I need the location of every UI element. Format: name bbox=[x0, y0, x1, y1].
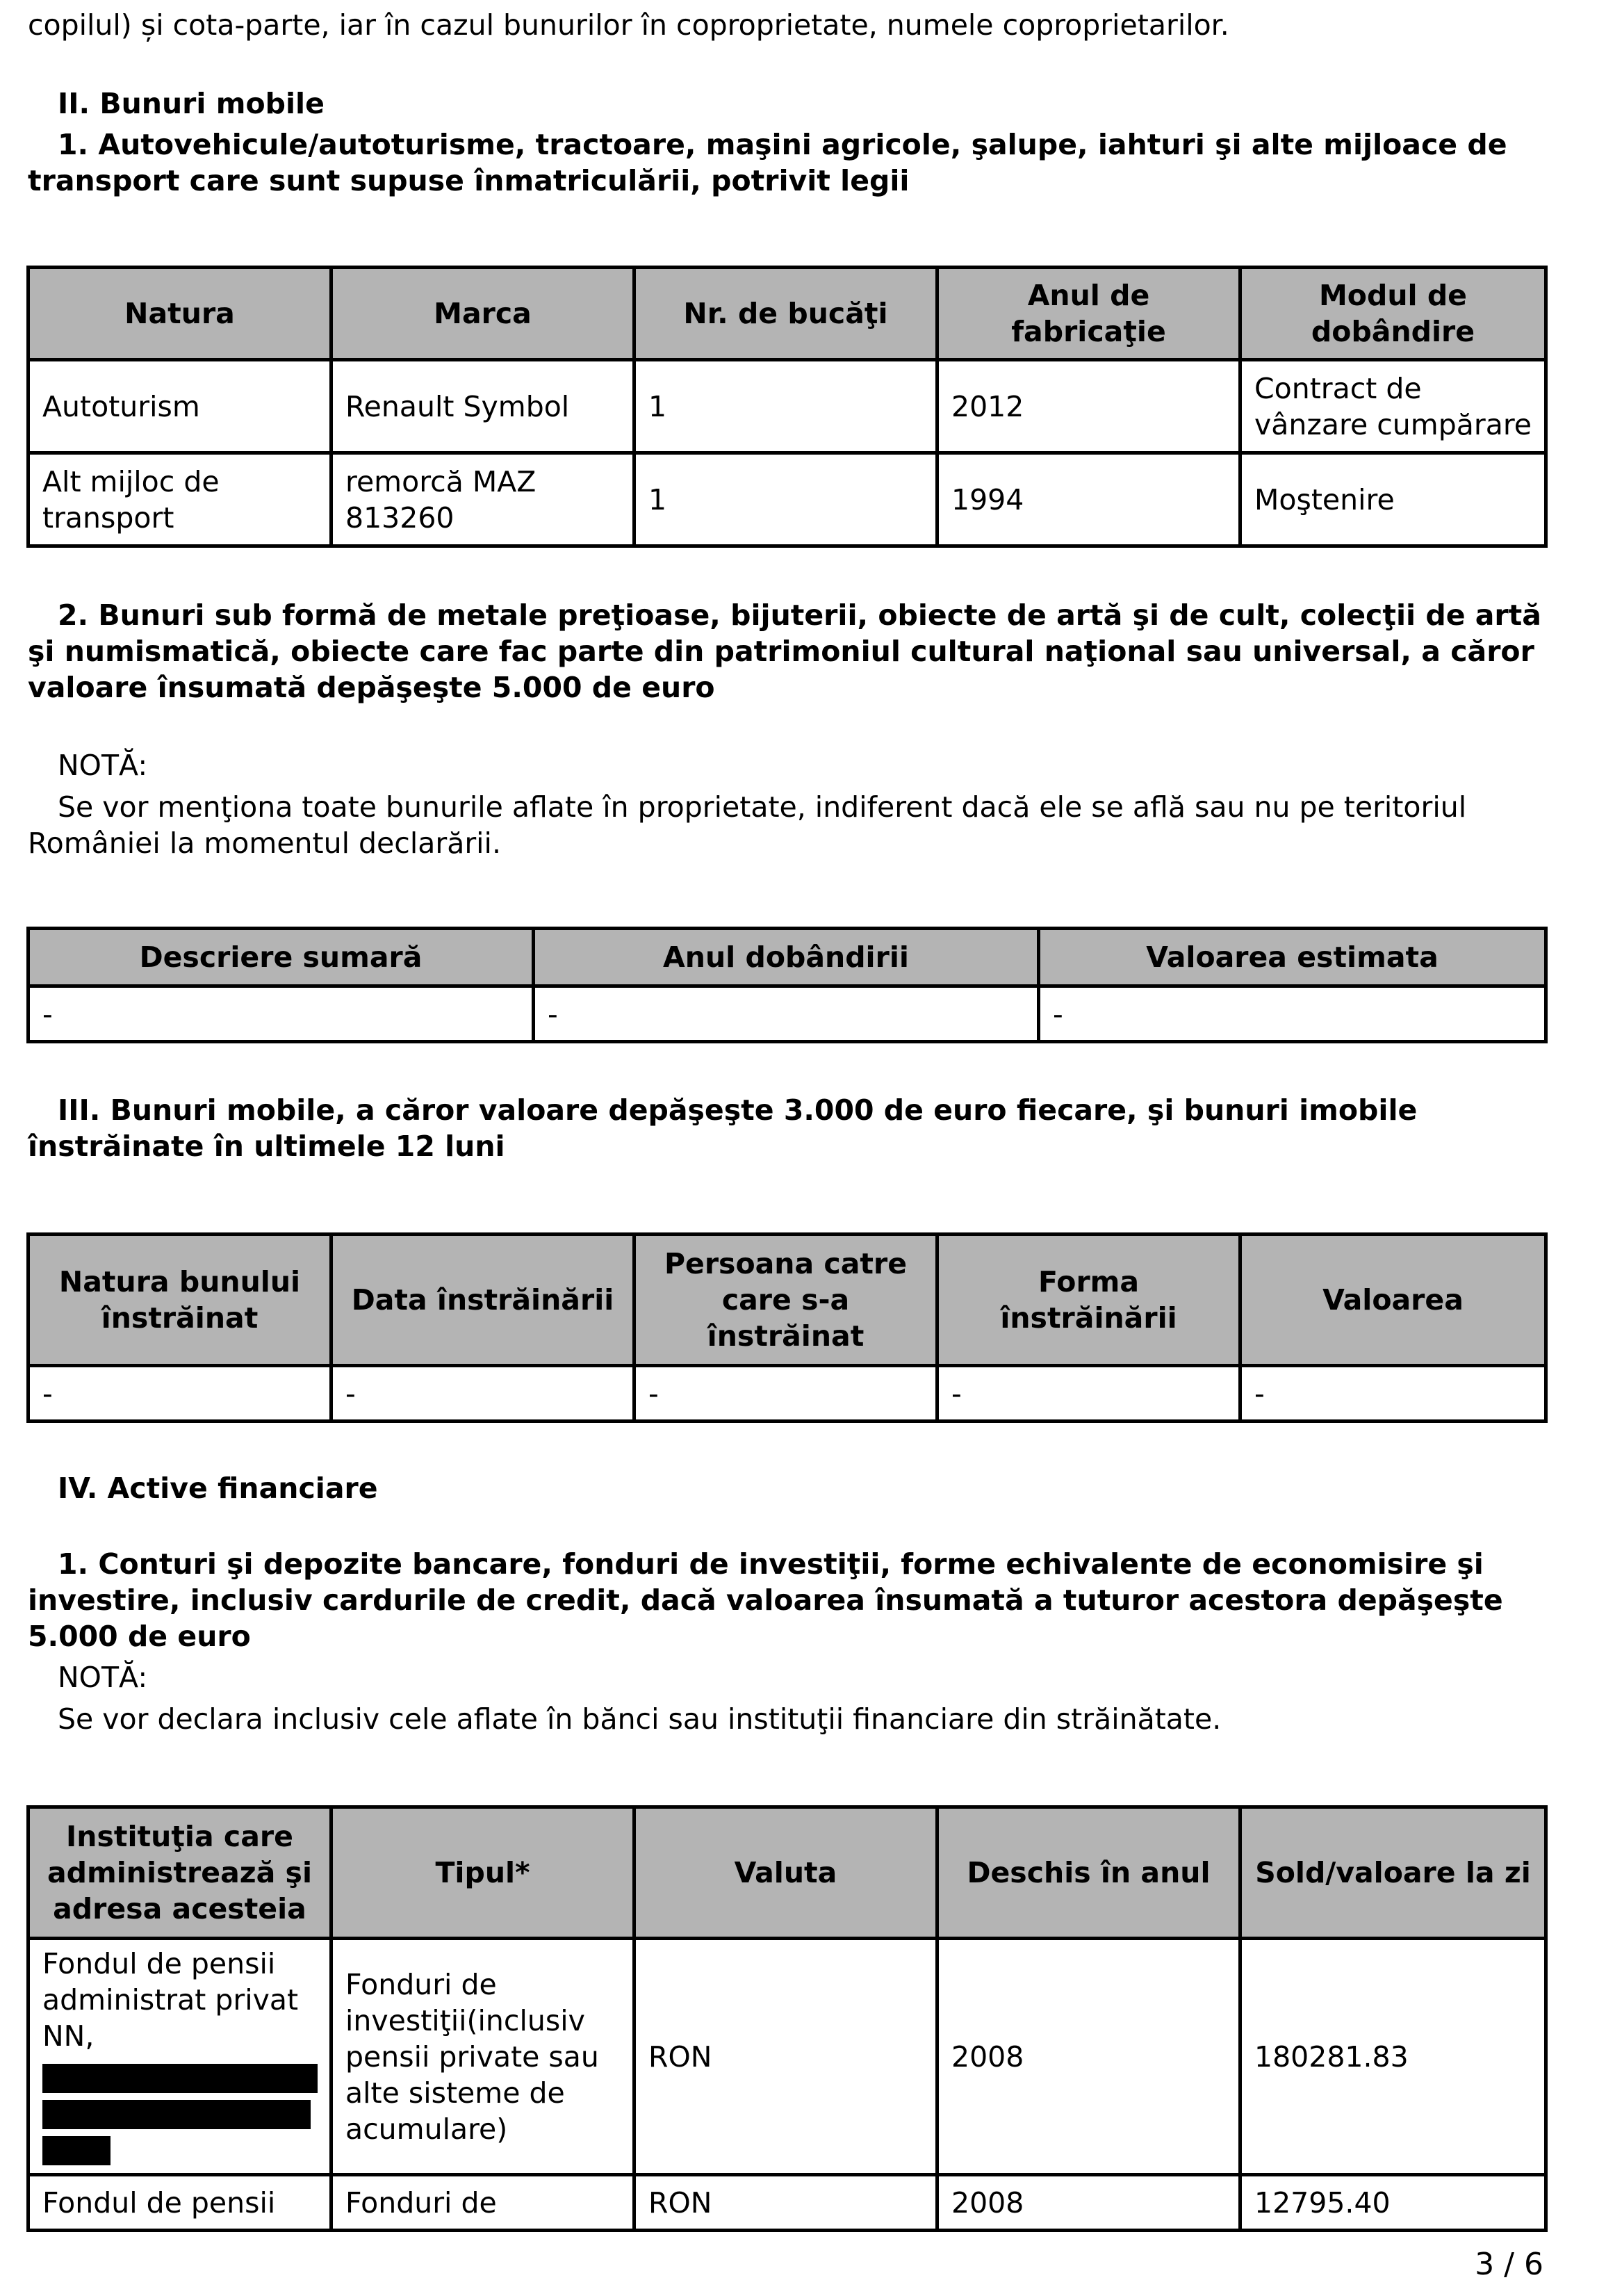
table-header: Natura bbox=[28, 268, 331, 360]
table-header: Marca bbox=[331, 268, 634, 360]
table-header: Valoarea estimata bbox=[1039, 929, 1546, 986]
table-cell: - bbox=[1039, 986, 1546, 1042]
table-header: Persoana catre care s-a înstrăinat bbox=[634, 1235, 937, 1366]
table-header: Natura bunului înstrăinat bbox=[28, 1235, 331, 1366]
table-cell: 1 bbox=[634, 360, 937, 453]
redaction-bar bbox=[42, 2064, 318, 2093]
table-cell: - bbox=[28, 986, 534, 1042]
table-cell: Fonduri de bbox=[331, 2175, 634, 2231]
alienated-table bbox=[26, 1232, 1548, 1423]
section-ii-sub2: 2. Bunuri sub formă de metale preţioase, bijuterii, obiecte de artă şi de cult, colecţii de artă şi numismatică, obiecte care fac parte din patrimoniul cultural naţional sau universal, a căror valoare însumată depăşeşte 5.000 de euro bbox=[28, 599, 1541, 704]
table-row bbox=[28, 986, 1546, 1042]
note-text: Se vor declara inclusiv cele aflate în bănci sau instituţii financiare din străinătate. bbox=[58, 1702, 1222, 1736]
institution-name: Fondul de pensii administrat privat NN, bbox=[42, 1947, 299, 2053]
table-cell: - bbox=[331, 1366, 634, 1422]
table-cell: Fondul de pensii bbox=[28, 2175, 331, 2231]
table-header: Nr. de bucăţi bbox=[634, 268, 937, 360]
table-cell: Contract de vânzare cumpărare bbox=[1240, 360, 1546, 453]
table-row bbox=[28, 453, 1546, 546]
section-iv-title: IV. Active financiare bbox=[58, 1472, 378, 1505]
table-cell: 1994 bbox=[937, 453, 1240, 546]
table-cell: 2008 bbox=[937, 1939, 1240, 2175]
table-header: Forma înstrăinării bbox=[937, 1235, 1240, 1366]
page-number: 3 / 6 bbox=[1475, 2247, 1543, 2282]
table-cell: - bbox=[937, 1366, 1240, 1422]
table-header: Valuta bbox=[634, 1807, 937, 1939]
table-row bbox=[28, 360, 1546, 453]
vehicles-table bbox=[26, 266, 1548, 548]
table-cell: 2012 bbox=[937, 360, 1240, 453]
table-header: Tipul* bbox=[331, 1807, 634, 1939]
valuables-table bbox=[26, 927, 1548, 1043]
table-cell: - bbox=[634, 1366, 937, 1422]
table-cell: - bbox=[28, 1366, 331, 1422]
table-cell bbox=[28, 1939, 331, 2175]
table-header-row bbox=[28, 268, 1546, 360]
table-cell: Moştenire bbox=[1240, 453, 1546, 546]
section-iii-title: III. Bunuri mobile, a căror valoare depăşeşte 3.000 de euro fiecare, şi bunuri imobile înstrăinate în ultimele 12 luni bbox=[28, 1093, 1418, 1163]
table-cell: remorcă MAZ 813260 bbox=[331, 453, 634, 546]
note-text: Se vor menţiona toate bunurile aflate în proprietate, indiferent dacă ele se află sau nu pe teritoriul României la momentul declarării. bbox=[28, 790, 1467, 860]
redaction-bar bbox=[42, 2136, 110, 2165]
table-header-row bbox=[28, 1235, 1546, 1366]
table-header-row bbox=[28, 1807, 1546, 1939]
table-row bbox=[28, 1366, 1546, 1422]
table-cell: - bbox=[534, 986, 1039, 1042]
table-header: Sold/valoare la zi bbox=[1240, 1807, 1546, 1939]
table-header: Descriere sumară bbox=[28, 929, 534, 986]
section-ii-title: II. Bunuri mobile bbox=[58, 87, 325, 120]
table-cell: Alt mijloc de transport bbox=[28, 453, 331, 546]
table-cell: RON bbox=[634, 2175, 937, 2231]
table-cell: - bbox=[1240, 1366, 1546, 1422]
table-cell: 2008 bbox=[937, 2175, 1240, 2231]
table-cell: 12795.40 bbox=[1240, 2175, 1546, 2231]
table-header: Data înstrăinării bbox=[331, 1235, 634, 1366]
table-header: Valoarea bbox=[1240, 1235, 1546, 1366]
table-cell: RON bbox=[634, 1939, 937, 2175]
redaction-bar bbox=[42, 2100, 311, 2129]
table-header: Anul de fabricaţie bbox=[937, 268, 1240, 360]
section-iv-sub1: 1. Conturi şi depozite bancare, fonduri de investiţii, forme echivalente de economisire şi investire, inclusiv cardurile de credit, dacă valoarea însumată a tuturor acestora depăşeşte 5.000 de euro bbox=[28, 1547, 1503, 1653]
table-header-row bbox=[28, 929, 1546, 986]
table-cell: 180281.83 bbox=[1240, 1939, 1546, 2175]
table-header: Deschis în anul bbox=[937, 1807, 1240, 1939]
note-label: NOTĂ: bbox=[58, 749, 148, 782]
accounts-table bbox=[26, 1805, 1548, 2232]
table-header: Anul dobândirii bbox=[534, 929, 1039, 986]
table-row bbox=[28, 1939, 1546, 2175]
table-cell: Renault Symbol bbox=[331, 360, 634, 453]
table-header: Instituţia care administrează şi adresa acesteia bbox=[28, 1807, 331, 1939]
section-ii-sub1: 1. Autovehicule/autoturisme, tractoare, maşini agricole, şalupe, iahturi şi alte mijloace de transport care sunt supuse înmatriculării, potrivit legii bbox=[28, 128, 1507, 197]
table-header: Modul de dobândire bbox=[1240, 268, 1546, 360]
table-cell: Autoturism bbox=[28, 360, 331, 453]
table-cell: 1 bbox=[634, 453, 937, 546]
table-row bbox=[28, 2175, 1546, 2231]
intro-line: copilul) și cota-parte, iar în cazul bunurilor în coproprietate, numele coproprietarilor. bbox=[28, 8, 1229, 42]
note-label: NOTĂ: bbox=[58, 1661, 148, 1694]
table-cell: Fonduri de investiţii(inclusiv pensii private sau alte sisteme de acumulare) bbox=[331, 1939, 634, 2175]
